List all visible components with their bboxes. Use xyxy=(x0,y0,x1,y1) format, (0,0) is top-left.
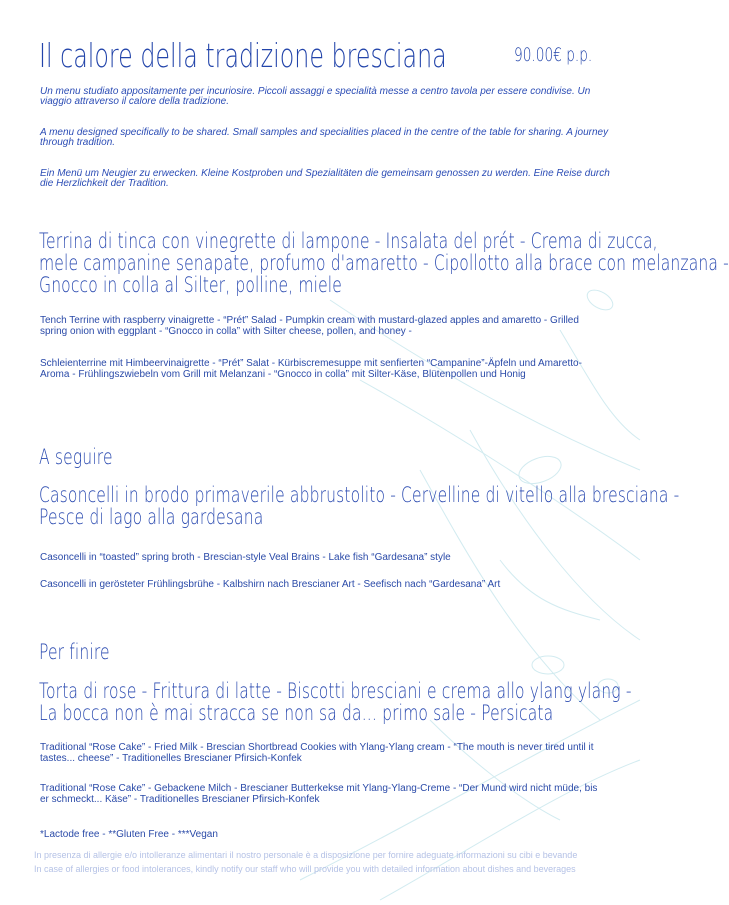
main-line-1: Casoncelli in brodo primaverile abbrustolito - Cervelline di vitello alla bresciana - xyxy=(39,483,680,507)
main-german: Casoncelli in gerösteter Frühlingsbrühe - Kalbshirn nach Brescianer Art - Seefisch nach “Gardesana” Art xyxy=(40,579,501,590)
main-english: Casoncelli in “toasted” spring broth - Brescian-style Veal Brains - Lake fish “Gardesana” style xyxy=(40,552,451,563)
dessert-german: Traditional “Rose Cake” - Gebackene Milch - Brescianer Butterkekse mit Ylang-Ylang-Creme - “Der Mund wird nicht müde, bis er schmeckt... Käse” - Traditionelles Brescianer Pfirsich-Konfek xyxy=(40,783,598,805)
intro-german: Ein Menü um Neugier zu erwecken. Kleine Kostproben und Spezialitäten die gemeinsam genossen zu werden. Eine Reise durch die Herzlichkeit der Tradition. xyxy=(40,168,610,189)
main-line-2: Pesce di lago alla gardesana xyxy=(39,505,264,529)
starters-english: Tench Terrine with raspberry vinaigrette - “Prét” Salad - Pumpkin cream with mustard-glazed apples and amaretto - Grilled spring onion with eggplant - “Gnocco in colla” with Silter cheese, pollen, and honey - xyxy=(40,315,579,337)
starters-german: Schleienterrine mit Himbeervinaigrette - “Prét” Salat - Kürbiscremesuppe mit senfierten “Campanine”-Äpfeln und Amaretto-Aroma - Frühlingszwiebeln vom Grill mit Melanzani - “Gnocco in colla” mit Silter-Käse, Blütenpollen und Honig xyxy=(40,358,582,380)
menu-price: 90.00€ p.p. xyxy=(514,44,593,66)
starters-line-2: mele campanine senapate, profumo d'amaretto - Cipollotto alla brace con melanzana - xyxy=(39,251,729,275)
dessert-english: Traditional “Rose Cake” - Fried Milk - Brescian Shortbread Cookies with Ylang-Ylang cream - “The mouth is never tired until it tastes... cheese” - Traditionelles Brescianer Pfirsich-Konfek xyxy=(40,742,594,764)
dessert-line-2: La bocca non è mai stracca se non sa da... primo sale - Persicata xyxy=(39,701,554,725)
intro-italian: Un menu studiato appositamente per incuriosire. Piccoli assaggi e specialità messe a centro tavola per essere condivise. Un viaggio attraverso il calore della tradizione. xyxy=(40,86,591,107)
starters-line-3: Gnocco in colla al Silter, polline, miele xyxy=(39,273,342,297)
starters-italian xyxy=(39,230,729,296)
menu-title: Il calore della tradizione bresciana xyxy=(39,36,447,75)
section-heading-dessert: Per finire xyxy=(39,640,110,664)
main-italian xyxy=(39,484,679,528)
dessert-line-1: Torta di rose - Frittura di latte - Biscotti bresciani e crema allo ylang ylang - xyxy=(39,679,632,703)
intro-english: A menu designed specifically to be shared. Small samples and specialities placed in the centre of the table for sharing. A journey through tradition. xyxy=(40,127,609,148)
section-heading-main: A seguire xyxy=(39,445,113,469)
dietary-footnote: *Lactode free - **Gluten Free - ***Vegan xyxy=(40,829,218,840)
allergy-notice-english: In case of allergies or food intolerances, kindly notify our staff who will provide you with detailed information about dishes and beverages xyxy=(34,864,576,874)
allergy-notice-italian: In presenza di allergie e/o intolleranze alimentari il nostro personale è a disposizione per fornire adeguate informazioni su cibi e bevande xyxy=(34,850,578,860)
starters-line-1: Terrina di tinca con vinegrette di lampone - Insalata del prét - Crema di zucca, xyxy=(39,229,658,253)
dessert-italian xyxy=(39,680,632,724)
